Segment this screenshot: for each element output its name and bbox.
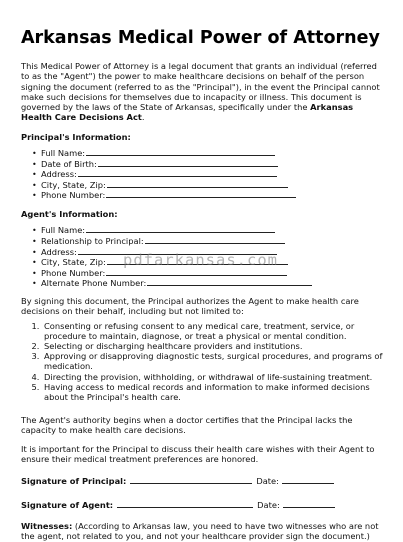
watermark: pdfarkansas.com (123, 251, 278, 269)
field-label: Full Name: (41, 148, 86, 159)
principal-fields (21, 148, 383, 201)
field-label: Address: (41, 246, 77, 257)
agent-full-name-blank[interactable] (86, 225, 275, 233)
bullet-icon: • (32, 279, 37, 289)
bullet-icon: • (32, 159, 37, 169)
agent-signature-blank[interactable] (117, 500, 253, 508)
bullet-icon: • (32, 226, 37, 236)
principal-signature-row (21, 476, 383, 486)
intro-text: This Medical Power of Attorney is a legal document that grants an individual (referred to as the "Agent") the power to make healthcare decisions on behalf of the person signing the document (referred to as the "Principal"), in the event the Principal cannot make such decisions for themselves due to incapacity or illness. This document is governed by the laws of the State of Arkansas, specifically under the (21, 61, 380, 113)
address-blank[interactable] (78, 169, 277, 177)
field-label: City, State, Zip: (41, 179, 106, 190)
field-label: Phone Number: (41, 267, 106, 278)
dob-blank[interactable] (98, 159, 278, 167)
intro-act-name: Arkansas Health Care Decisions Act (21, 102, 354, 123)
document-title: Arkansas Medical Power of Attorney (21, 28, 380, 48)
agent-heading: Agent's Information: (21, 209, 118, 220)
principal-field-city (32, 180, 383, 191)
principal-field-phone (32, 190, 383, 201)
bullet-icon: • (32, 180, 37, 190)
field-label: Full Name: (41, 225, 86, 236)
bullet-icon: • (32, 268, 37, 278)
city-blank[interactable] (107, 180, 288, 188)
agent-signature-label: Signature of Agent: (21, 499, 114, 510)
power-item: 2. Selecting or discharging healthcare providers and institutions. (42, 341, 383, 351)
agent-field-phone (32, 268, 383, 279)
date-label: Date: (257, 499, 280, 510)
field-label: Phone Number: (41, 190, 106, 201)
discuss-paragraph: It is important for the Principal to discuss their health care wishes with their Agent to ensure their medical treatment preferences are honored. (21, 443, 375, 465)
agent-signature-row (21, 500, 383, 510)
power-item: 3. Approving or disapproving diagnostic tests, surgical procedures, and programs of medication. (42, 351, 383, 371)
power-item: 1. Consenting or refusing consent to any medical care, treatment, service, or procedure to maintain, diagnose, or treat a physical or mental condition. (42, 321, 383, 341)
authority-intro: By signing this document, the Principal authorizes the Agent to make health care decisions on their behalf, including but not limited to: (21, 295, 359, 317)
alt-phone-blank[interactable] (147, 278, 312, 286)
witnesses-text: (According to Arkansas law, you need to have two witnesses who are not the agent, not related to you, and not your healthcare provider sign the document.) (21, 520, 379, 542)
intro-end: . (141, 112, 145, 123)
field-label: Date of Birth: (41, 158, 97, 169)
power-item: 4. Directing the provision, withholding, or withdrawal of life-sustaining treatment. (42, 372, 383, 382)
bullet-icon: • (32, 258, 37, 268)
bullet-icon: • (32, 170, 37, 180)
powers-list (21, 321, 383, 403)
power-item: 5. Having access to medical records and information to make informed decisions about the Principal's health care. (42, 382, 383, 402)
full-name-blank[interactable] (86, 148, 275, 156)
agent-field-alt-phone (32, 278, 383, 289)
principal-heading: Principal's Information: (21, 131, 131, 142)
intro-paragraph (21, 61, 383, 123)
witnesses-paragraph (21, 521, 383, 542)
principal-field-dob (32, 159, 383, 170)
principal-signature-blank[interactable] (130, 476, 252, 484)
date-label: Date: (256, 476, 279, 487)
principal-date-blank[interactable] (282, 476, 334, 484)
agent-date-blank[interactable] (283, 500, 335, 508)
principal-signature-label: Signature of Principal: (21, 476, 127, 487)
bullet-icon: • (32, 247, 37, 257)
witnesses-label: Witnesses: (21, 520, 73, 531)
bullet-icon: • (32, 149, 37, 159)
authority-begins: The Agent's authority begins when a doctor certifies that the Principal lacks the capacity to make health care decisions. (21, 415, 353, 436)
principal-field-address (32, 169, 383, 180)
phone-blank[interactable] (106, 190, 296, 198)
bullet-icon: • (32, 236, 37, 246)
relationship-blank[interactable] (145, 236, 285, 244)
field-label: Address: (41, 169, 77, 180)
field-label: Relationship to Principal: (41, 235, 144, 246)
bullet-icon: • (32, 191, 37, 201)
field-label: City, State, Zip: (41, 257, 106, 268)
agent-field-relationship (32, 236, 383, 247)
field-label: Alternate Phone Number: (41, 278, 147, 289)
agent-field-full-name (32, 225, 383, 236)
principal-field-full-name (32, 148, 383, 159)
